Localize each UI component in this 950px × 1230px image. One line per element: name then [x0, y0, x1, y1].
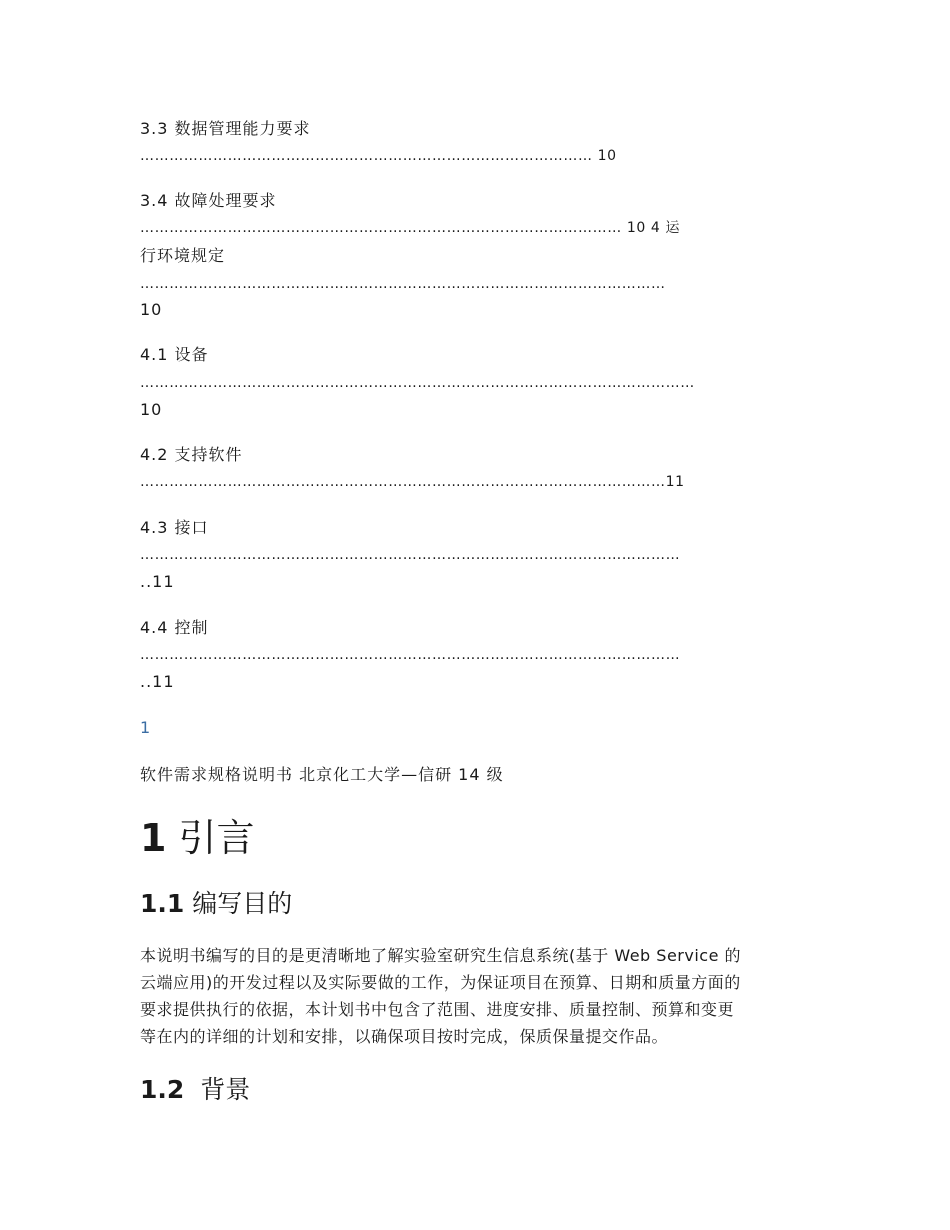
paragraph-line: 云端应用)的开发过程以及实际要做的工作，为保证项目在预算、日期和质量方面的 — [140, 973, 741, 992]
paragraph-line: 等在内的详细的计划和安排，以确保项目按时完成，保质保量提交作品。 — [140, 1027, 669, 1046]
toc-entry-title: 3.4 故障处理要求 — [140, 191, 277, 210]
running-header: 软件需求规格说明书 北京化工大学—信研 14 级 — [140, 765, 504, 784]
paragraph-line: 本说明书编写的目的是更清晰地了解实验室研究生信息系统(基于 Web Service 的 — [140, 946, 742, 965]
heading-number: 1.1 — [140, 889, 185, 918]
toc-entry-page: ..11 — [140, 672, 175, 691]
page-number: 1 — [140, 718, 152, 737]
toc-entry-leader: ………………………………………………………………………………………………11 — [140, 474, 685, 490]
heading-number: 1.2 — [140, 1075, 185, 1104]
toc-entry-title: 4.1 设备 — [140, 345, 209, 364]
toc-entry-leader: …………………………………………………………………………………………………… — [140, 375, 695, 391]
toc-entry-title: 3.3 数据管理能力要求 — [140, 119, 311, 138]
heading-1-1 — [140, 889, 292, 919]
toc-entry-page: 10 — [140, 300, 163, 319]
toc-entry-leader: ………………………………………………………………………………… 10 — [140, 148, 617, 164]
toc-entry-title: 4.4 控制 — [140, 618, 209, 637]
toc-entry-page: ..11 — [140, 572, 175, 591]
toc-entry-leader: ………………………………………………………………………………………………… — [140, 547, 681, 563]
heading-1-2 — [140, 1075, 250, 1105]
toc-entry-title: 行环境规定 — [140, 246, 226, 265]
paragraph-line: 要求提供执行的依据，本计划书中包含了范围、进度安排、质量控制、预算和变更 — [140, 1000, 735, 1019]
body-paragraph — [140, 942, 820, 1050]
heading-number: 1 — [140, 816, 167, 860]
heading-text: 引言 — [166, 816, 255, 860]
heading-text: 背景 — [184, 1075, 251, 1104]
toc-entry-title: 4.2 支持软件 — [140, 445, 243, 464]
heading-1 — [140, 816, 255, 860]
toc-entry-leader: ………………………………………………………………………………………………… — [140, 647, 681, 663]
toc-entry-title: 4.3 接口 — [140, 518, 209, 537]
toc-entry-leader: ……………………………………………………………………………………………… — [140, 276, 666, 292]
heading-text: 编写目的 — [184, 889, 293, 918]
toc-entry-page: 10 — [140, 400, 163, 419]
toc-entry-leader: ……………………………………………………………………………………… 10 4 运 — [140, 220, 681, 236]
